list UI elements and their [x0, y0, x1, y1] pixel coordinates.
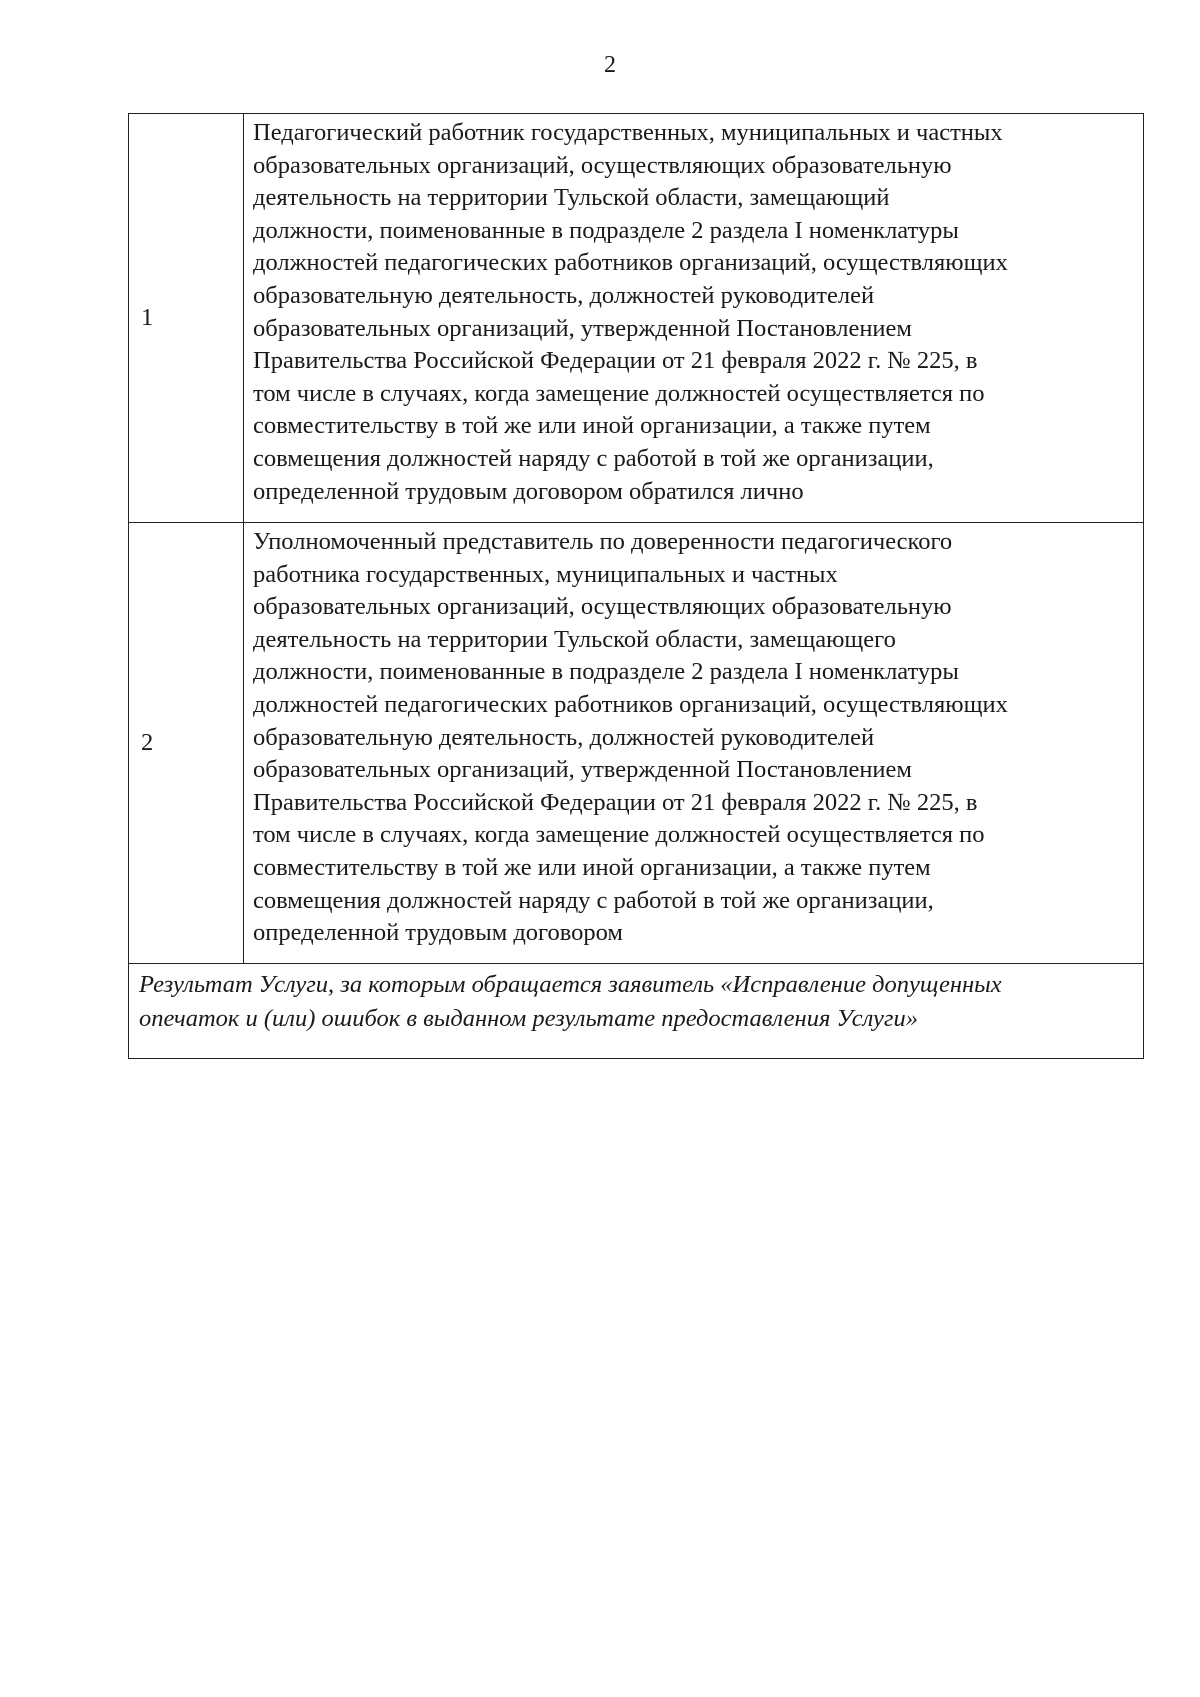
text-line: определенной трудовым договором — [253, 919, 623, 947]
applicant-description — [244, 523, 1144, 964]
text-line: том числе в случаях, когда замещение должностей осуществляется по — [253, 821, 985, 849]
text-line: деятельность на территории Тульской области, замещающий — [253, 184, 890, 212]
text-line: должностей педагогических работников организаций, осуществляющих — [253, 690, 1008, 718]
text-line: определенной трудовым договором обратился лично — [253, 477, 804, 505]
text-line: совместительству в той же или иной организации, а также путем — [253, 853, 931, 881]
text-line: образовательных организаций, утвержденной Постановлением — [253, 756, 912, 784]
text-line: совместительству в той же или иной организации, а также путем — [253, 412, 931, 440]
row-number: 1 — [129, 114, 244, 523]
text-line: Правительства Российской Федерации от 21 февраля 2022 г. № 225, в — [253, 788, 978, 816]
text-line: образовательных организаций, осуществляющих образовательную — [253, 593, 952, 621]
text-line: образовательную деятельность, должностей руководителей — [253, 723, 875, 751]
row-number: 2 — [129, 523, 244, 964]
result-row — [129, 964, 1144, 1059]
text-line: деятельность на территории Тульской области, замещающего — [253, 625, 896, 653]
text-line: Правительства Российской Федерации от 21 февраля 2022 г. № 225, в — [253, 347, 978, 375]
table-row — [129, 523, 1144, 964]
text-line: образовательную деятельность, должностей руководителей — [253, 281, 875, 309]
table-row — [129, 114, 1144, 523]
text-line: должности, поименованные в подразделе 2 раздела I номенклатуры — [253, 658, 959, 686]
text-line: совмещения должностей наряду с работой в той же организации, — [253, 886, 934, 914]
page-number: 2 — [604, 52, 616, 78]
text-line: работника государственных, муниципальных и частных — [253, 560, 838, 588]
service-result — [129, 964, 1144, 1059]
text-line: должности, поименованные в подразделе 2 раздела I номенклатуры — [253, 216, 959, 244]
text-line: Уполномоченный представитель по доверенности педагогического — [253, 528, 953, 555]
text-line: должностей педагогических работников организаций, осуществляющих — [253, 249, 1008, 277]
result-line: Результат Услуги, за которым обращается заявитель «Исправление допущенных — [139, 971, 1002, 998]
result-line: опечаток и (или) ошибок в выданном результате предоставления Услуги» — [139, 1005, 918, 1032]
applicant-description — [244, 114, 1144, 523]
text-line: образовательных организаций, осуществляющих образовательную — [253, 151, 952, 179]
text-line: совмещения должностей наряду с работой в той же организации, — [253, 444, 934, 472]
text-line: том числе в случаях, когда замещение должностей осуществляется по — [253, 379, 985, 407]
text-line: образовательных организаций, утвержденной Постановлением — [253, 314, 912, 342]
applicant-table — [128, 113, 1144, 1059]
text-line: Педагогический работник государственных, муниципальных и частных — [253, 119, 1003, 146]
